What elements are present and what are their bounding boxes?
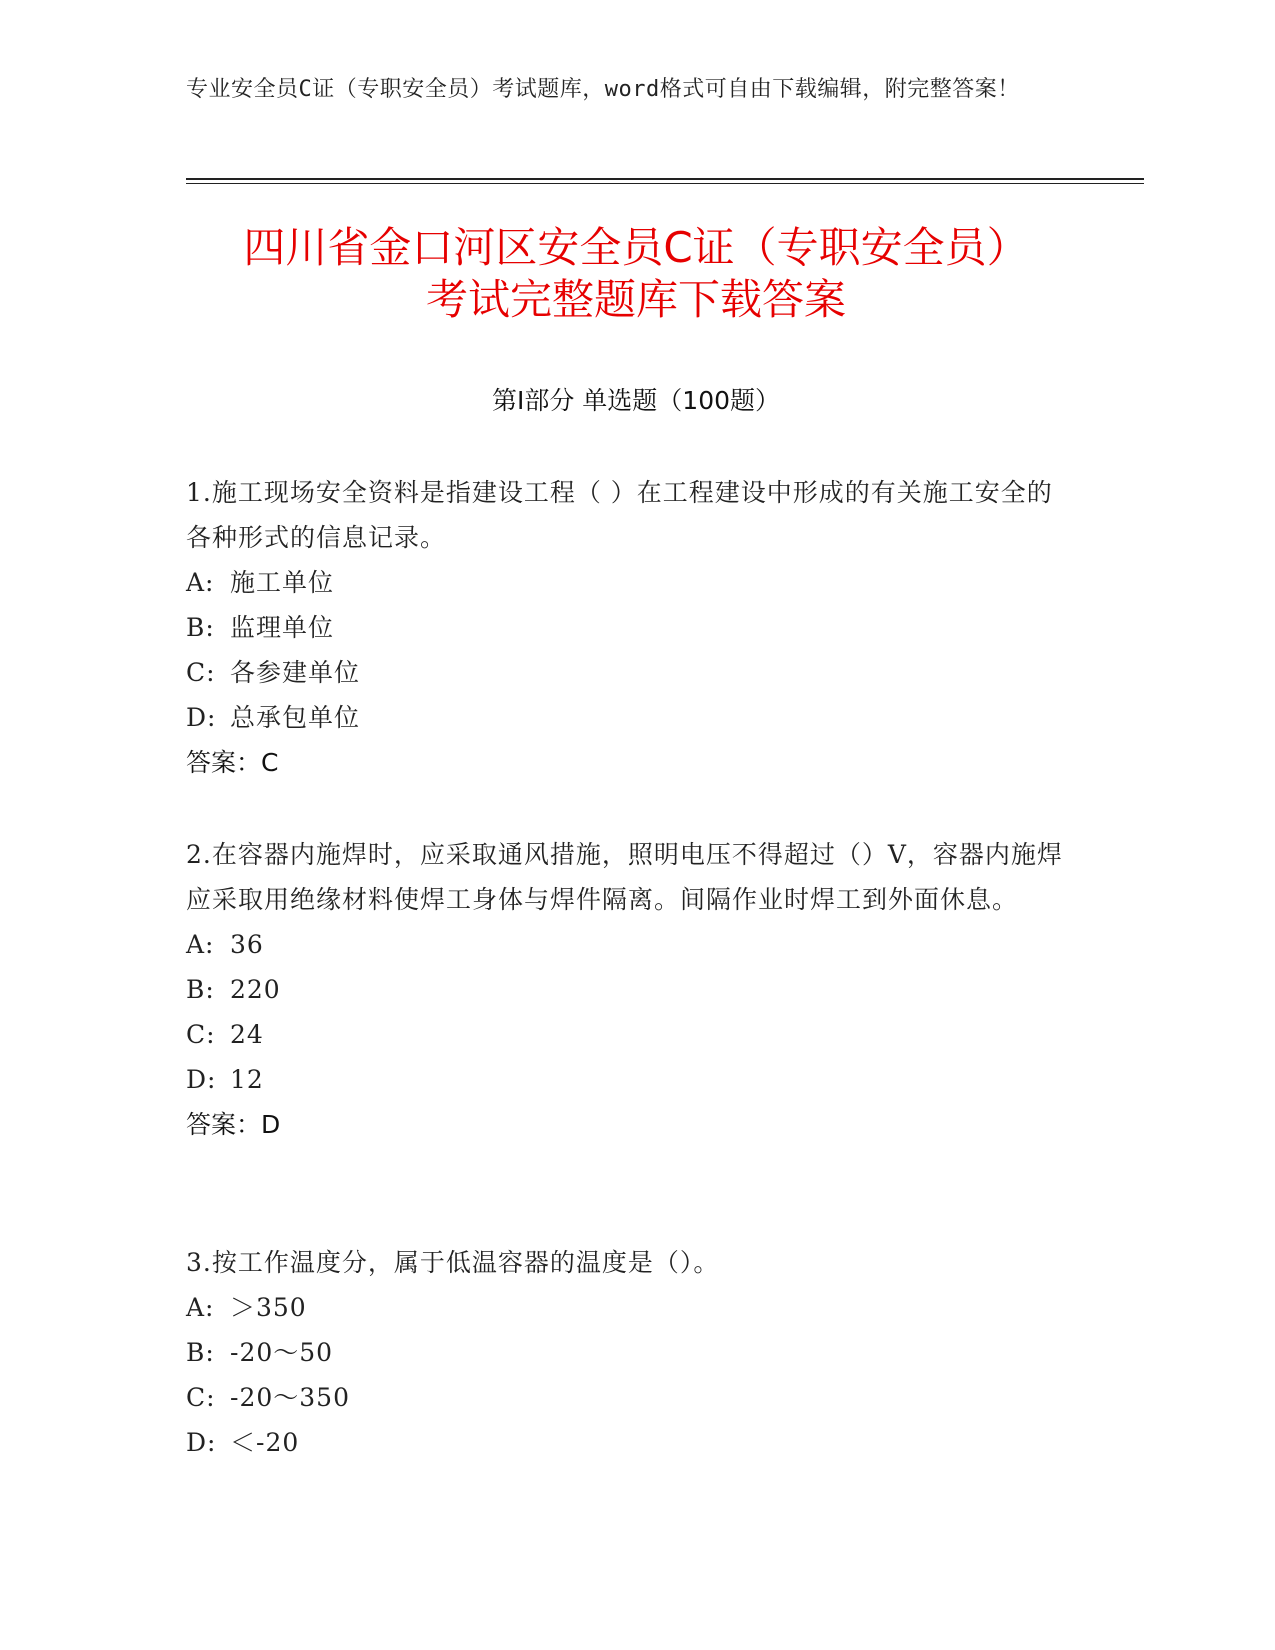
- option-b: [186, 1330, 1076, 1375]
- option-a: [186, 560, 1076, 605]
- option-text: ＜-20: [230, 1428, 300, 1457]
- header-note: 专业安全员C证（专职安全员）考试题库，word格式可自由下载编辑，附完整答案！: [186, 77, 1020, 102]
- option-text: 总承包单位: [230, 703, 361, 732]
- option-d: [186, 695, 1076, 740]
- option-letter: B:: [186, 613, 215, 642]
- option-text: 24: [230, 1020, 264, 1049]
- question-3: [186, 1240, 1076, 1465]
- header-divider-thin: [186, 183, 1144, 184]
- option-text: ＞350: [230, 1293, 307, 1322]
- option-letter: A:: [186, 1293, 215, 1322]
- question-stem: 3.按工作温度分，属于低温容器的温度是（）。: [186, 1248, 720, 1277]
- header-divider-thick: [186, 178, 1144, 180]
- option-d: [186, 1057, 1076, 1102]
- option-letter: B:: [186, 975, 215, 1004]
- option-text: 220: [230, 975, 281, 1004]
- option-text: -20～350: [230, 1383, 350, 1412]
- option-letter: A:: [186, 568, 215, 597]
- option-letter: C:: [186, 658, 216, 687]
- question-1: [186, 470, 1076, 785]
- option-d: [186, 1420, 1076, 1465]
- answer-key: 答案：D: [186, 1110, 281, 1139]
- answer-key: 答案：C: [186, 748, 279, 777]
- document-title-line-2: 考试完整题库下载答案: [425, 275, 846, 324]
- section-title: 第Ⅰ部分 单选题（100题）: [491, 386, 781, 415]
- question-2: [186, 832, 1076, 1147]
- option-letter: D:: [186, 1428, 217, 1457]
- question-stem: 1.施工现场安全资料是指建设工程（ ）在工程建设中形成的有关施工安全的各种形式的信息记录。: [186, 478, 1053, 552]
- option-letter: D:: [186, 703, 217, 732]
- option-text: 监理单位: [230, 613, 335, 642]
- document-title: [186, 222, 1086, 326]
- option-c: [186, 1012, 1076, 1057]
- option-letter: B:: [186, 1338, 215, 1367]
- option-text: 36: [230, 930, 264, 959]
- option-letter: C:: [186, 1383, 216, 1412]
- option-b: [186, 605, 1076, 650]
- option-text: 各参建单位: [230, 658, 361, 687]
- option-c: [186, 1375, 1076, 1420]
- question-stem: 2.在容器内施焊时，应采取通风措施，照明电压不得超过（）V，容器内施焊应采取用绝缘材料使焊工身体与焊件隔离。间隔作业时焊工到外面休息。: [186, 840, 1063, 914]
- option-letter: A:: [186, 930, 215, 959]
- option-a: [186, 922, 1076, 967]
- option-b: [186, 967, 1076, 1012]
- option-letter: D:: [186, 1065, 217, 1094]
- option-a: [186, 1285, 1076, 1330]
- option-letter: C:: [186, 1020, 216, 1049]
- option-text: 施工单位: [230, 568, 335, 597]
- option-text: 12: [230, 1065, 264, 1094]
- option-c: [186, 650, 1076, 695]
- option-text: -20～50: [230, 1338, 334, 1367]
- document-title-line-1: 四川省金口河区安全员C证（专职安全员）: [243, 223, 1029, 272]
